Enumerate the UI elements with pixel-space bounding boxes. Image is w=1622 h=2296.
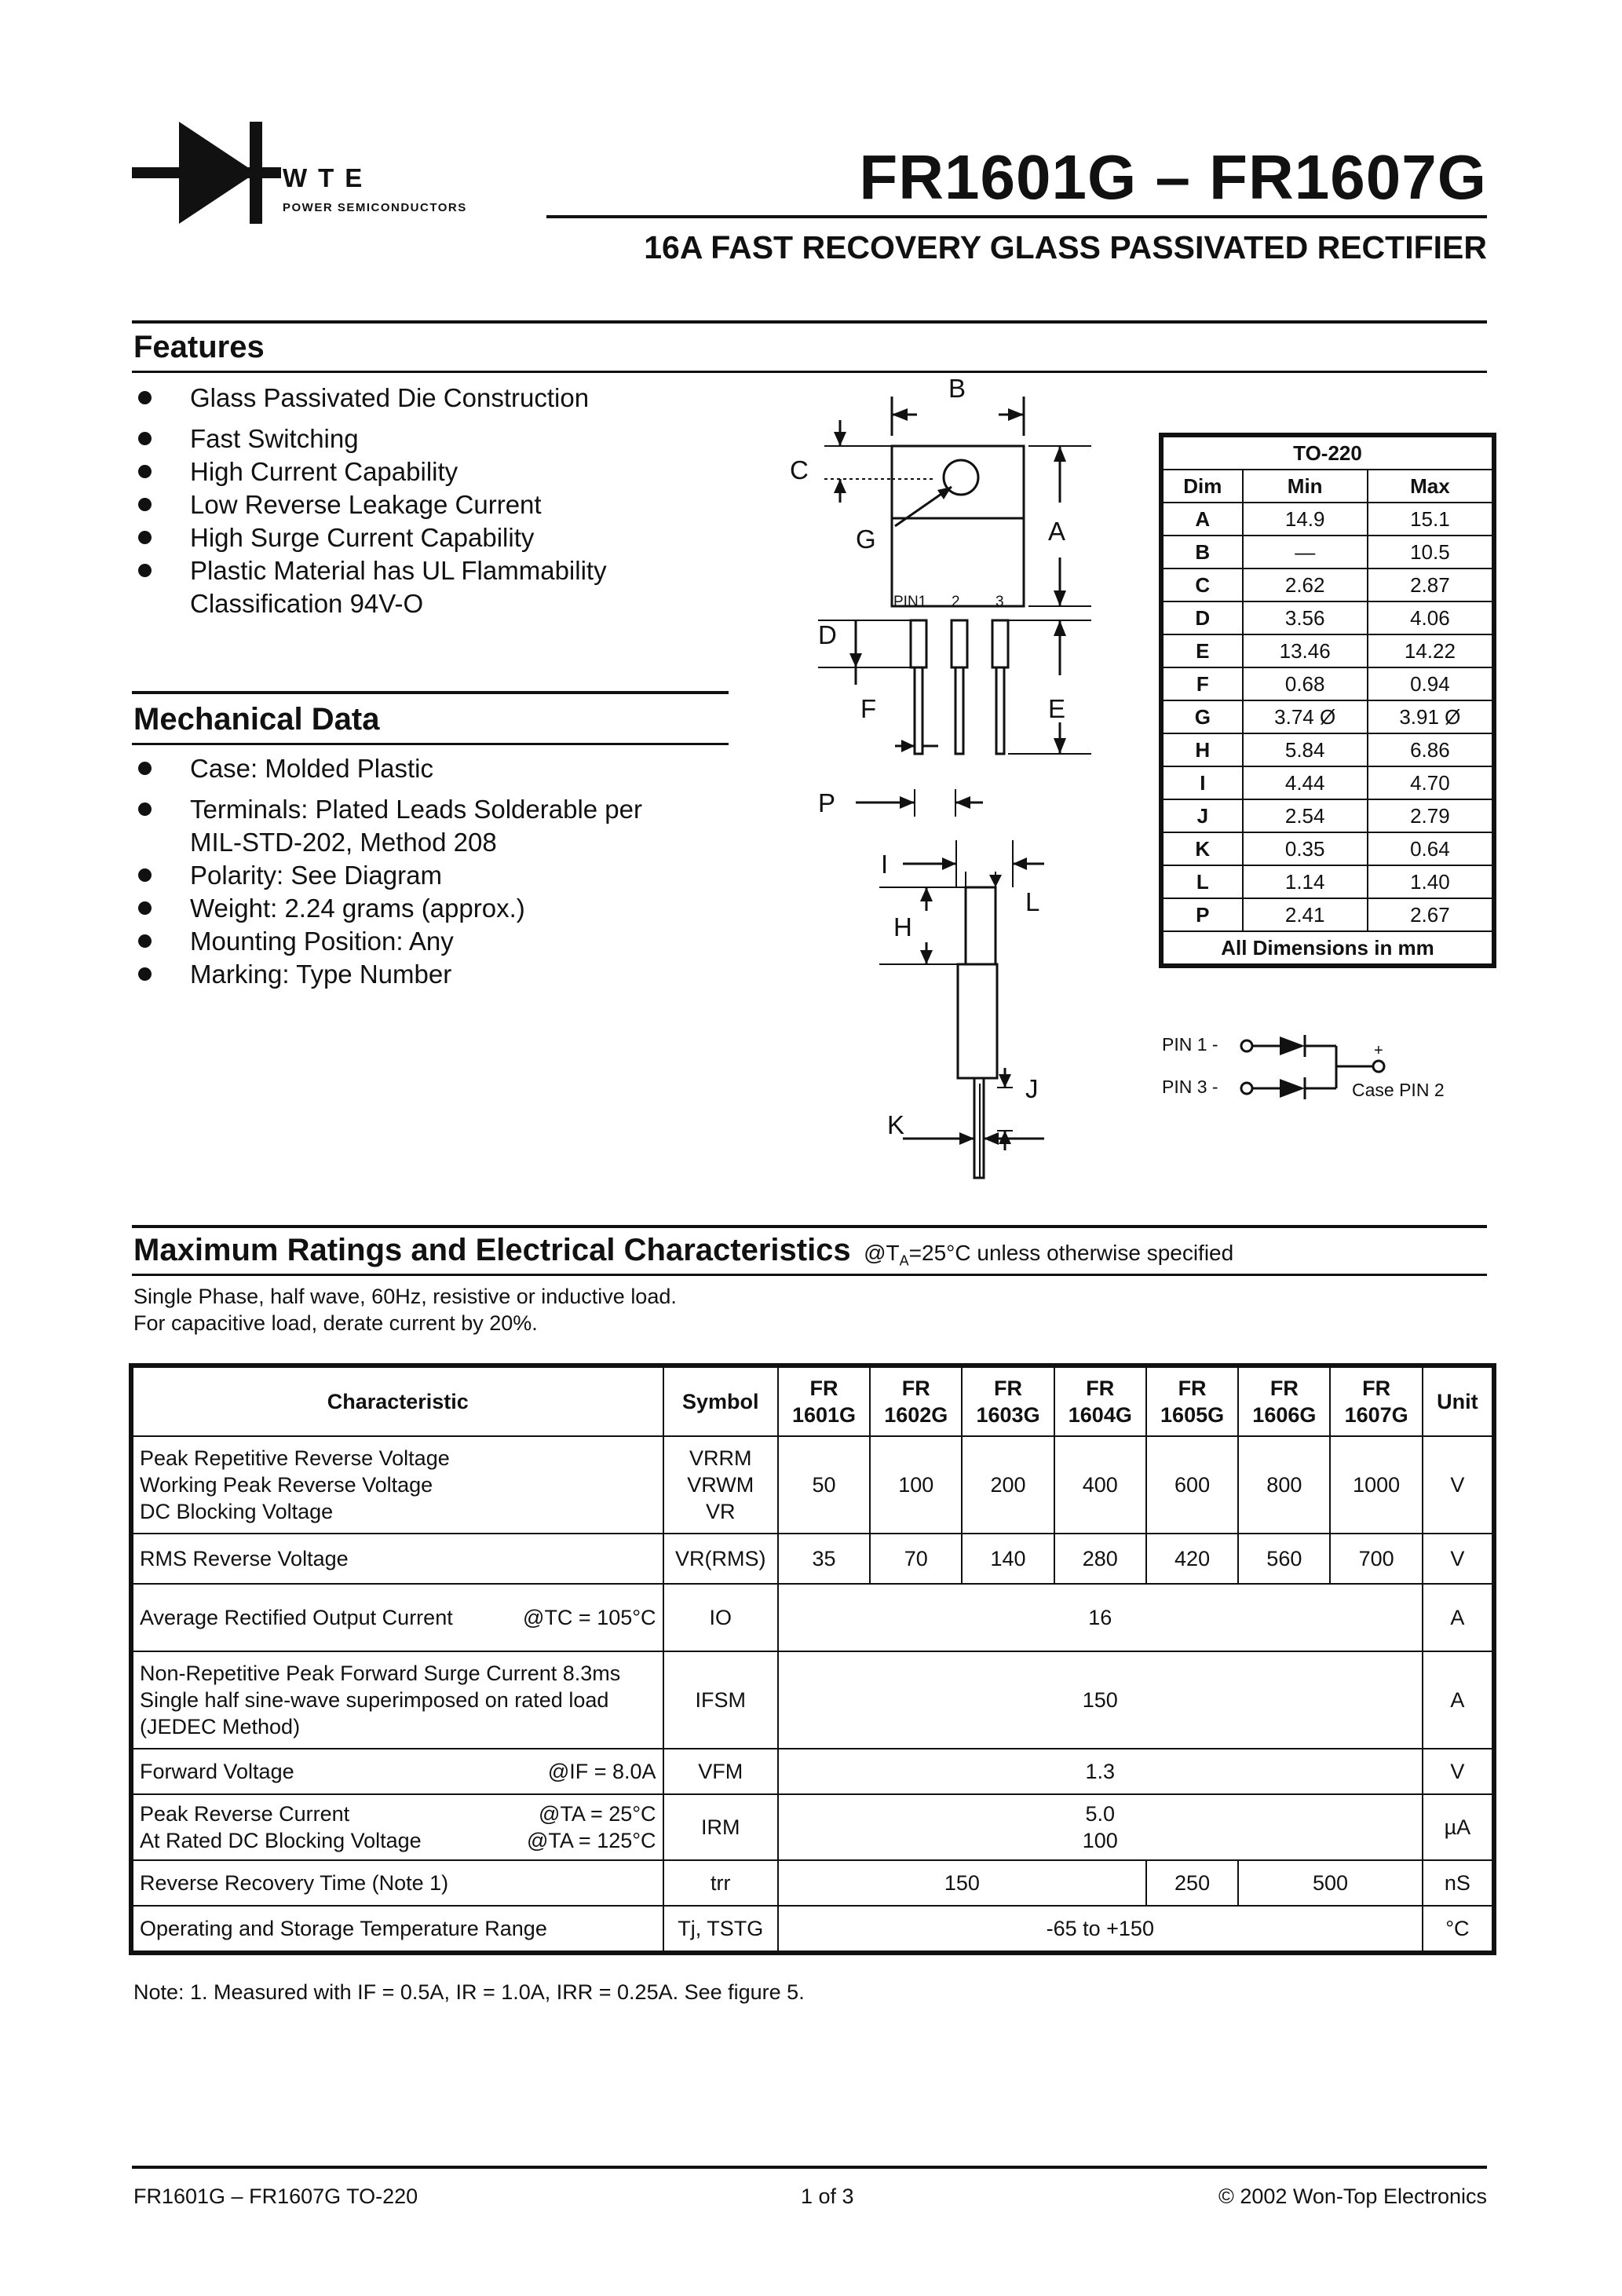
char-line: Average Rectified Output Current	[140, 1606, 453, 1629]
features-bottom-rule	[132, 371, 1487, 373]
table-cell: nS	[1423, 1860, 1492, 1906]
table-cell: 4.44	[1243, 766, 1368, 799]
list-item: Glass Passivated Die Construction	[133, 382, 762, 415]
table-cell	[133, 1436, 663, 1534]
char-line: Single half sine-wave superimposed on rated load	[140, 1688, 609, 1712]
table-cell: 140	[962, 1534, 1054, 1584]
col-part	[870, 1367, 962, 1436]
table-cell: C	[1163, 569, 1243, 601]
table-row	[1163, 799, 1492, 832]
char-line: (JEDEC Method)	[140, 1715, 301, 1738]
table-row	[1163, 766, 1492, 799]
part-line: 1603G	[976, 1403, 1040, 1427]
char-line: Forward Voltage	[140, 1760, 294, 1783]
col-part	[1146, 1367, 1238, 1436]
table-cell: 4.70	[1368, 766, 1492, 799]
table-cell: 14.9	[1243, 503, 1368, 536]
features-heading: Features	[133, 330, 265, 364]
table-cell: A	[1163, 503, 1243, 536]
list-item: Fast Switching	[133, 422, 762, 455]
table-cell: A	[1423, 1584, 1492, 1651]
table-header: Min	[1243, 470, 1368, 503]
table-cell: VR(RMS)	[663, 1534, 778, 1584]
table-row	[133, 1749, 1492, 1794]
table-cell: 2.67	[1368, 898, 1492, 931]
case-pin-label: Case PIN 2	[1352, 1080, 1445, 1100]
list-item: Mounting Position: Any	[133, 925, 762, 958]
list-item: High Current Capability	[133, 455, 762, 488]
footer-left: FR1601G – FR1607G TO-220	[133, 2184, 418, 2208]
dim-label-p: P	[818, 788, 836, 817]
part-line: FR	[1178, 1377, 1207, 1400]
list-item: High Surge Current Capability	[133, 521, 762, 554]
table-row	[1163, 601, 1492, 634]
table-cell: trr	[663, 1860, 778, 1906]
table-row	[1163, 667, 1492, 700]
symbol-line: VRWM	[687, 1473, 754, 1497]
mechanical-list	[133, 752, 762, 991]
table-cell: I	[1163, 766, 1243, 799]
table-cell: 800	[1238, 1436, 1330, 1534]
part-line: FR	[1086, 1377, 1115, 1400]
table-cell: 3.56	[1243, 601, 1368, 634]
table-cell: 0.64	[1368, 832, 1492, 865]
footer-page-number: 1 of 3	[801, 2184, 854, 2208]
col-unit: Unit	[1423, 1367, 1492, 1436]
footer-copyright: © 2002 Won-Top Electronics	[1218, 2184, 1487, 2208]
table-cell: L	[1163, 865, 1243, 898]
condition-text: @TA = 125°C	[527, 1829, 656, 1852]
table-cell: 280	[1054, 1534, 1146, 1584]
ratings-condition	[864, 1241, 1234, 1269]
pin-label-2: 2	[952, 594, 960, 610]
table-row	[1163, 832, 1492, 865]
table-cell: 3.91 Ø	[1368, 700, 1492, 733]
dim-label-i: I	[881, 850, 889, 879]
list-item-line: Classification 94V-O	[190, 589, 424, 618]
dim-label-c: C	[790, 455, 809, 484]
dimensions-table-footer: All Dimensions in mm	[1163, 931, 1492, 964]
table-cell: 420	[1146, 1534, 1238, 1584]
table-cell: -65 to +150	[778, 1906, 1423, 1951]
dim-label-h: H	[893, 912, 912, 941]
table-cell: 3.74 Ø	[1243, 700, 1368, 733]
list-item-line: Terminals: Plated Leads Solderable per	[190, 795, 643, 824]
table-cell: °C	[1423, 1906, 1492, 1951]
dimensions-table	[1159, 433, 1496, 968]
mechanical-heading: Mechanical Data	[133, 702, 380, 737]
part-line: FR	[901, 1377, 930, 1400]
pin3-label: PIN 3 -	[1162, 1077, 1218, 1097]
table-cell: 700	[1330, 1534, 1422, 1584]
list-item: Low Reverse Leakage Current	[133, 488, 762, 521]
pin-label-1: PIN1	[893, 594, 927, 610]
char-line: Peak Repetitive Reverse Voltage	[140, 1446, 450, 1470]
part-line: 1605G	[1160, 1403, 1225, 1427]
col-characteristic: Characteristic	[133, 1367, 663, 1436]
table-cell: E	[1163, 634, 1243, 667]
table-cell: µA	[1423, 1794, 1492, 1860]
list-item: Weight: 2.24 grams (approx.)	[133, 892, 762, 925]
table-cell: VFM	[663, 1749, 778, 1794]
table-cell	[778, 1794, 1423, 1860]
char-line: At Rated DC Blocking Voltage	[140, 1829, 422, 1852]
features-list	[133, 382, 762, 620]
table-cell: 16	[778, 1584, 1423, 1651]
table-cell: G	[1163, 700, 1243, 733]
table-cell: IRM	[663, 1794, 778, 1860]
dimensions-table-body	[1163, 503, 1492, 931]
dim-label-b: B	[948, 377, 966, 403]
table-cell: 1.3	[778, 1749, 1423, 1794]
table-cell: 0.68	[1243, 667, 1368, 700]
col-part	[1238, 1367, 1330, 1436]
logo-subtitle: POWER SEMICONDUCTORS	[283, 201, 467, 214]
table-cell: 6.86	[1368, 733, 1492, 766]
part-line: FR	[1269, 1377, 1299, 1400]
value-line: 100	[1082, 1829, 1118, 1852]
condition-sub: A	[899, 1252, 909, 1269]
table-cell	[663, 1436, 778, 1534]
table-cell: D	[1163, 601, 1243, 634]
table-cell: 10.5	[1368, 536, 1492, 569]
table-row	[1163, 503, 1492, 536]
table-row	[1163, 733, 1492, 766]
condition-suffix: =25°C unless otherwise specified	[908, 1241, 1234, 1265]
table-cell: 2.79	[1368, 799, 1492, 832]
features-top-rule	[132, 320, 1487, 324]
wte-logo-diode-icon	[132, 122, 281, 224]
condition-text: @IF = 8.0A	[547, 1760, 656, 1783]
diode-icon	[1280, 1036, 1305, 1055]
table-cell: 0.94	[1368, 667, 1492, 700]
pin-label-3: 3	[995, 594, 1004, 610]
condition-text: @TA = 25°C	[539, 1802, 656, 1826]
part-line: 1601G	[791, 1403, 857, 1427]
table-cell: 200	[962, 1436, 1054, 1534]
char-line: DC Blocking Voltage	[140, 1500, 334, 1523]
table-row	[1163, 865, 1492, 898]
char-line: Working Peak Reverse Voltage	[140, 1473, 433, 1497]
col-part	[778, 1367, 870, 1436]
table-cell	[133, 1651, 663, 1749]
mechanical-bottom-rule	[132, 743, 729, 745]
table-cell: 14.22	[1368, 634, 1492, 667]
ratings-heading-row	[133, 1233, 1233, 1270]
logo-text: WTE	[283, 163, 374, 192]
page-title: FR1601G – FR1607G	[859, 142, 1487, 212]
col-part	[1330, 1367, 1422, 1436]
dim-label-j: J	[1025, 1074, 1039, 1103]
table-cell: 2.87	[1368, 569, 1492, 601]
dim-label-l: L	[1025, 887, 1040, 916]
table-cell: J	[1163, 799, 1243, 832]
symbol-line: VRRM	[689, 1446, 752, 1470]
footer-rule	[132, 2166, 1487, 2169]
title-rule	[546, 215, 1487, 218]
table-cell: 500	[1238, 1860, 1423, 1906]
ratings-heading: Maximum Ratings and Electrical Characteristics	[133, 1233, 851, 1267]
table-cell: A	[1423, 1651, 1492, 1749]
table-cell: —	[1243, 536, 1368, 569]
dim-label-a: A	[1048, 517, 1066, 546]
table-cell: 2.62	[1243, 569, 1368, 601]
table-row	[1163, 634, 1492, 667]
table-cell: 0.35	[1243, 832, 1368, 865]
part-line: FR	[1362, 1377, 1391, 1400]
ratings-note-1: Single Phase, half wave, 60Hz, resistive or inductive load.	[133, 1285, 677, 1308]
dim-label-e: E	[1048, 694, 1066, 723]
list-item: Case: Molded Plastic	[133, 752, 762, 785]
pin1-label: PIN 1 -	[1162, 1034, 1218, 1055]
table-row	[133, 1860, 1492, 1906]
table-cell: 35	[778, 1534, 870, 1584]
table-cell: 560	[1238, 1534, 1330, 1584]
char-line: Non-Repetitive Peak Forward Surge Current 8.3ms	[140, 1662, 621, 1685]
list-item	[133, 793, 762, 859]
table-cell: 5.84	[1243, 733, 1368, 766]
table-cell: F	[1163, 667, 1243, 700]
part-line: FR	[994, 1377, 1023, 1400]
col-part	[962, 1367, 1054, 1436]
condition-text: @TC = 105°C	[523, 1606, 656, 1629]
table-cell: Tj, TSTG	[663, 1906, 778, 1951]
ratings-table	[129, 1363, 1496, 1955]
table-cell: V	[1423, 1436, 1492, 1534]
plus-label: +	[1374, 1042, 1383, 1059]
diode-icon	[1280, 1079, 1305, 1098]
part-line: 1607G	[1344, 1403, 1408, 1427]
table-cell: 150	[778, 1860, 1146, 1906]
table-cell: P	[1163, 898, 1243, 931]
part-line: 1602G	[884, 1403, 948, 1427]
table-cell: 150	[778, 1651, 1423, 1749]
footnote: Note: 1. Measured with IF = 0.5A, IR = 1.0A, IRR = 0.25A. See figure 5.	[133, 1980, 805, 2004]
list-item-line: MIL-STD-202, Method 208	[190, 828, 497, 857]
table-cell	[133, 1584, 663, 1651]
char-line: Peak Reverse Current	[140, 1802, 350, 1826]
table-cell: Reverse Recovery Time (Note 1)	[133, 1860, 663, 1906]
table-row	[1163, 700, 1492, 733]
table-cell: B	[1163, 536, 1243, 569]
list-item-line: Plastic Material has UL Flammability	[190, 556, 607, 585]
table-cell: 250	[1146, 1860, 1238, 1906]
condition-prefix: @T	[864, 1241, 900, 1265]
table-row	[1163, 898, 1492, 931]
table-row	[133, 1651, 1492, 1749]
table-cell: 4.06	[1368, 601, 1492, 634]
table-row	[133, 1906, 1492, 1951]
part-line: 1606G	[1252, 1403, 1317, 1427]
table-cell: RMS Reverse Voltage	[133, 1534, 663, 1584]
table-cell	[133, 1749, 663, 1794]
ratings-note-2: For capacitive load, derate current by 20%.	[133, 1311, 538, 1335]
table-cell: V	[1423, 1534, 1492, 1584]
col-symbol: Symbol	[663, 1367, 778, 1436]
table-cell: 400	[1054, 1436, 1146, 1534]
dim-label-g: G	[856, 525, 876, 554]
table-cell: 2.54	[1243, 799, 1368, 832]
table-cell: 1.14	[1243, 865, 1368, 898]
table-cell: 70	[870, 1534, 962, 1584]
table-cell: 600	[1146, 1436, 1238, 1534]
list-item	[133, 554, 762, 620]
value-line: 5.0	[1085, 1802, 1116, 1826]
table-row	[1163, 536, 1492, 569]
table-cell: 1.40	[1368, 865, 1492, 898]
part-line: 1604G	[1068, 1403, 1132, 1427]
list-item: Marking: Type Number	[133, 958, 762, 991]
table-header: Dim	[1163, 470, 1243, 503]
dim-label-f: F	[860, 694, 877, 723]
table-cell: 100	[870, 1436, 962, 1534]
table-row	[133, 1436, 1492, 1534]
col-part	[1054, 1367, 1146, 1436]
table-cell: K	[1163, 832, 1243, 865]
to220-package-diagram	[777, 377, 1138, 1201]
table-cell: 15.1	[1368, 503, 1492, 536]
pin-polarity-diagram	[1154, 1022, 1484, 1109]
table-row	[1163, 569, 1492, 601]
list-item: Polarity: See Diagram	[133, 859, 762, 892]
dim-label-d: D	[818, 620, 837, 649]
table-cell: 2.41	[1243, 898, 1368, 931]
table-row	[133, 1584, 1492, 1651]
table-row	[133, 1534, 1492, 1584]
page-subtitle: 16A FAST RECOVERY GLASS PASSIVATED RECTIFIER	[644, 229, 1487, 265]
table-cell: H	[1163, 733, 1243, 766]
table-row	[133, 1794, 1492, 1860]
table-cell: Operating and Storage Temperature Range	[133, 1906, 663, 1951]
table-cell: V	[1423, 1749, 1492, 1794]
table-cell: 13.46	[1243, 634, 1368, 667]
ratings-top-rule	[132, 1225, 1487, 1228]
mechanical-top-rule	[132, 691, 729, 694]
dimensions-table-title: TO-220	[1163, 437, 1492, 470]
table-cell: IO	[663, 1584, 778, 1651]
table-cell: IFSM	[663, 1651, 778, 1749]
symbol-line: VR	[705, 1500, 736, 1523]
table-header: Max	[1368, 470, 1492, 503]
table-cell	[133, 1794, 663, 1860]
part-line: FR	[809, 1377, 838, 1400]
table-cell: 50	[778, 1436, 870, 1534]
table-cell: 1000	[1330, 1436, 1422, 1534]
ratings-bottom-rule	[132, 1274, 1487, 1276]
dim-label-k: K	[887, 1110, 905, 1139]
